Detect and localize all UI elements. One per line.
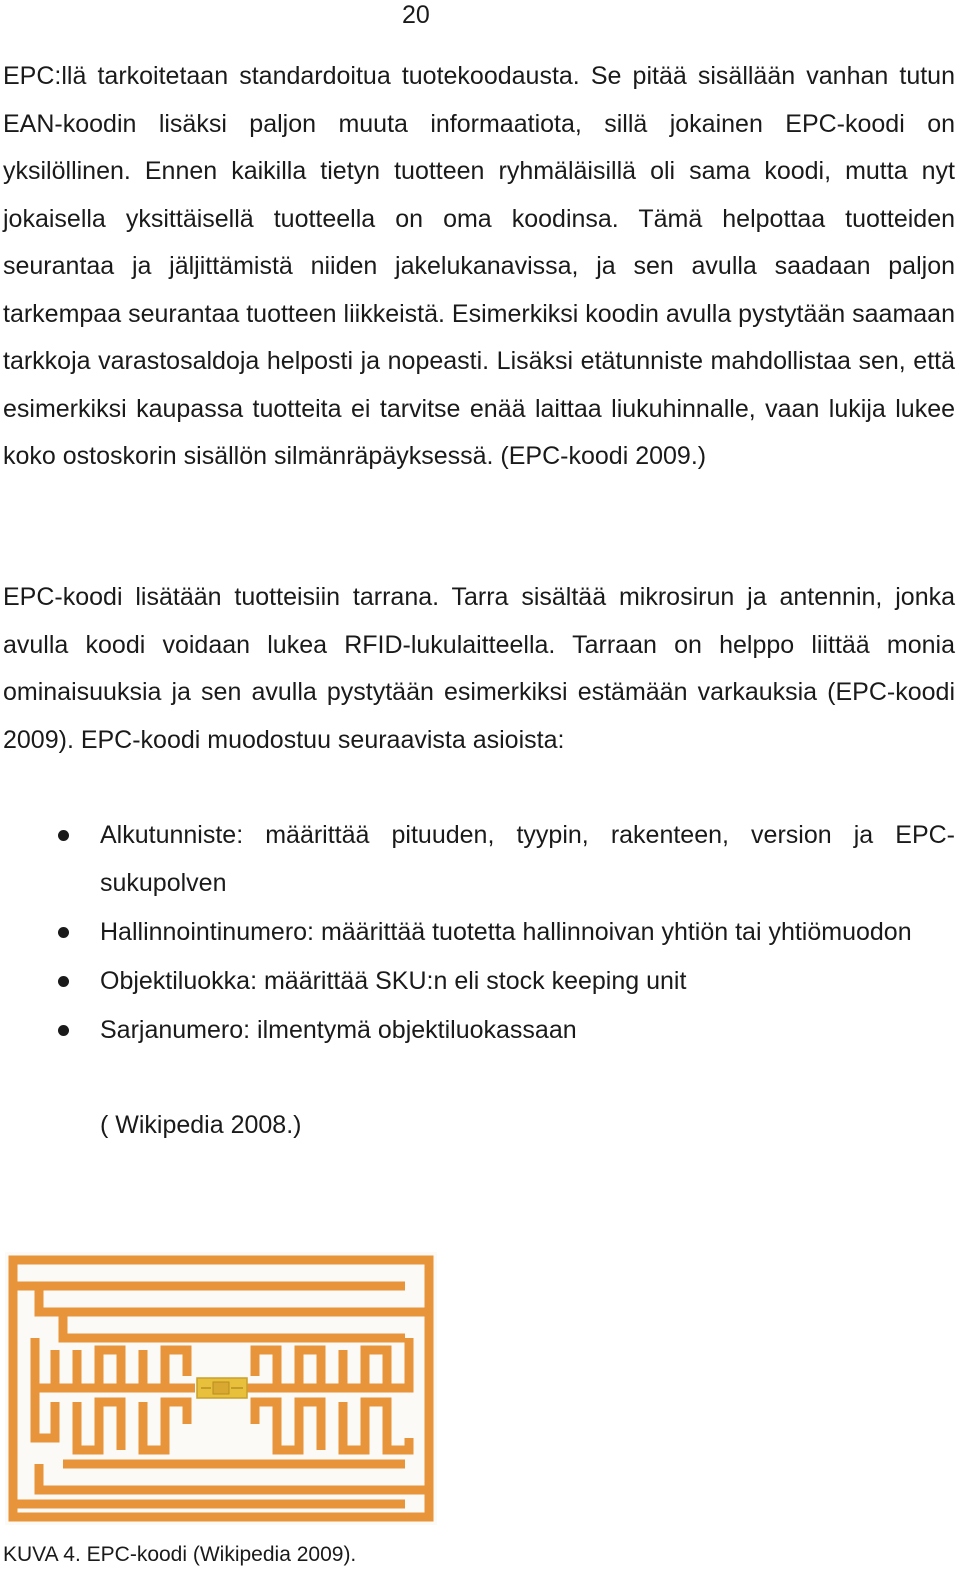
list-item-text: Hallinnointinumero: määrittää tuotetta hallinnoivan yhtiön tai yhtiömuodon: [100, 917, 912, 946]
list-item-text: Objektiluokka: määrittää SKU:n eli stock keeping unit: [100, 966, 687, 995]
bullet-icon: [58, 976, 69, 987]
page-number: 20: [402, 1, 430, 29]
list-item-text: Alkutunniste: määrittää pituuden, tyypin, rakenteen, version ja EPC-sukupolven: [100, 821, 955, 897]
list-item: [0, 909, 955, 957]
paragraph-epc-tag: EPC-koodi lisätään tuotteisiin tarrana. Tarra sisältää mikrosirun ja antennin, jonka avulla koodi voidaan lukea RFID-lukulaitteella. Tarraan on helppo liittää monia ominaisuuksia ja sen avulla pystytään esimerkiksi estämään varkauksia (EPC-koodi 2009). EPC-koodi muodostuu seuraavista asioista:: [3, 583, 955, 754]
list-item: [0, 958, 955, 1006]
list-source-citation: ( Wikipedia 2008.): [100, 1111, 302, 1139]
epc-components-list: [0, 812, 955, 1054]
list-item: [0, 812, 955, 907]
bullet-icon: [58, 830, 69, 841]
list-item-text: Sarjanumero: ilmentymä objektiluokassaan: [100, 1015, 577, 1044]
bullet-icon: [58, 927, 69, 938]
paragraph-epc-intro: EPC:llä tarkoitetaan standardoitua tuotekoodausta. Se pitää sisällään vanhan tutun EAN-koodin lisäksi paljon muuta informaatiota, sillä jokainen EPC-koodi on yksilöllinen. Ennen kaikilla tietyn tuotteen ryhmäläisillä oli sama koodi, mutta nyt jokaisella yksittäisellä tuotteella on oma koodinsa. Tämä helpottaa tuotteiden seurantaa ja jäljittämistä niiden jakelukanavissa, ja sen avulla saadaan paljon tarkempaa seurantaa tuotteen liikkeistä. Esimerkiksi koodin avulla pystytään saamaan tarkkoja varastosaldoja helposti ja nopeasti. Lisäksi etätunniste mahdollistaa sen, että esimerkiksi kaupassa tuotteita ei tarvitse enää laittaa liukuhinnalle, vaan lukija lukee koko ostoskorin sisällön silmänräpäyksessä. (EPC-koodi 2009.): [3, 62, 955, 470]
bullet-icon: [58, 1025, 69, 1036]
list-item: [0, 1007, 955, 1055]
microchip-icon: [197, 1378, 247, 1398]
rfid-tag-image: [5, 1252, 437, 1525]
figure-caption: KUVA 4. EPC-koodi (Wikipedia 2009).: [3, 1543, 357, 1566]
